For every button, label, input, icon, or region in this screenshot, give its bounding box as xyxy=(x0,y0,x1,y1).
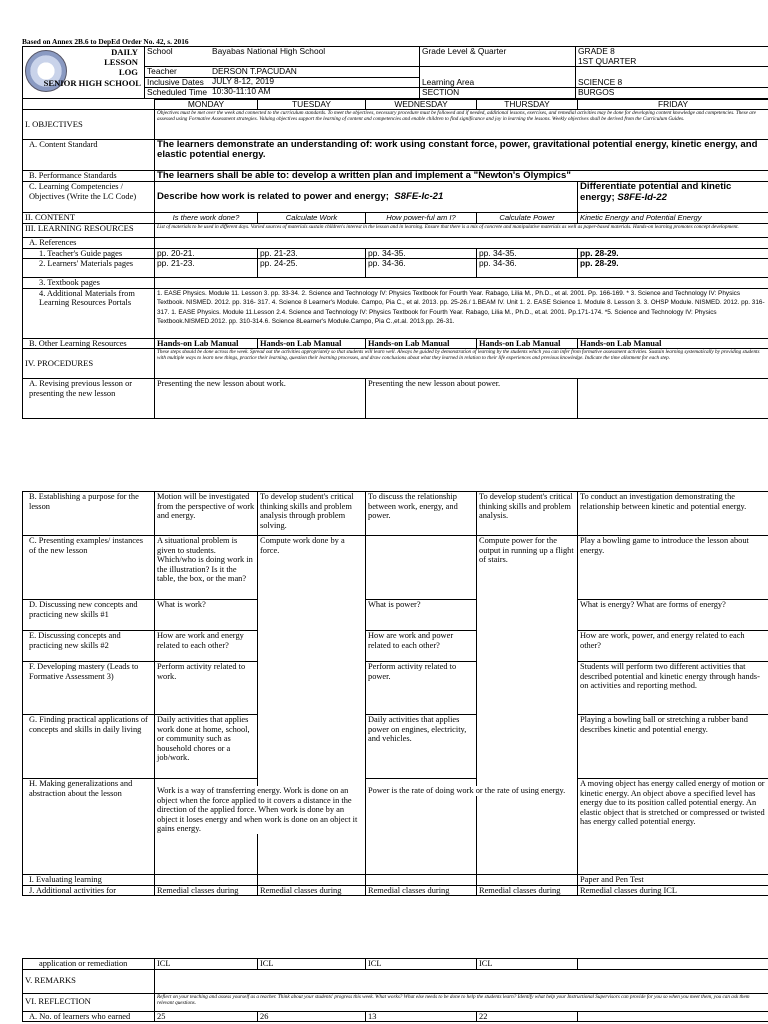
procedure-e-wednesday: How are work and power related to each other? xyxy=(366,631,477,662)
teacher-label: Teacher xyxy=(145,67,420,78)
content-thursday: Calculate Power xyxy=(477,213,578,224)
other-friday: Hands-on Lab Manual xyxy=(578,338,768,349)
procedure-h-montue: Work is a way of transferring energy. Work is done on an object when the force applied to it covers a distance in the direction of the applied force. When work is done by an object it loses energy and when work is done on an object it gains energy. xyxy=(157,786,363,834)
school-value: Bayabas National High School xyxy=(212,46,326,56)
lm-friday: pp. 28-29. xyxy=(578,259,768,278)
procedure-g-friday: Playing a bowling ball or stretching a rubber band describes kinetic and potential energy. xyxy=(578,715,768,779)
title-line: LOG xyxy=(118,67,138,77)
procedure-e-monday: How are work and energy related to each other? xyxy=(155,631,258,662)
header-title-cell xyxy=(23,47,145,99)
procedure-d-label: D. Discussing new concepts and practicing new skills #1 xyxy=(23,600,155,631)
day-header-tuesday: TUESDAY xyxy=(258,99,366,109)
reflection-note: Reflect on your teaching and assess yourself as a teacher. Think about your students' progress this week. What works? What else needs to be done to help the students learn? Identify what help your Instructional Supervisors can provide for you so when you meet them, you can ask them relevant questions. xyxy=(155,993,768,1011)
procedure-a-label: A. Revising previous lesson or presenting the new lesson xyxy=(23,379,155,419)
reflection-a-label: A. No. of learners who earned xyxy=(23,1011,155,1022)
quarter-text: 1ST QUARTER xyxy=(578,56,637,66)
procedure-h-label: H. Making generalizations and abstraction about the lesson xyxy=(23,779,155,875)
dates-label: Inclusive Dates xyxy=(145,77,420,88)
reflection-a-monday: 25 xyxy=(155,1011,258,1022)
day-header-monday: MONDAY xyxy=(155,99,258,109)
header-table xyxy=(22,46,768,99)
procedure-c-thursday: Compute power for the output in running up a flight of stairs. xyxy=(477,536,578,875)
lm-wednesday: pp. 34-36. xyxy=(366,259,477,278)
resources-label: III. LEARNING RESOURCES xyxy=(23,223,155,237)
performance-standards-label: B. Performance Standards xyxy=(23,170,155,181)
dll-page-3 xyxy=(22,958,768,1022)
procedures-table xyxy=(22,491,768,896)
other-resources-label: B. Other Learning Resources xyxy=(23,338,155,349)
procedure-f-friday: Students will perform two different activities that described potential and kinetic energy through hands-on activities and reporting method. xyxy=(578,662,768,715)
procedure-g-wednesday: Daily activities that applies power on engines, electricity, and vehicles. xyxy=(366,715,477,779)
procedure-f-wednesday: Perform activity related to power. xyxy=(366,662,477,715)
procedure-b-tuesday: To develop student's critical thinking skills and problem analysis through problem solving. xyxy=(258,492,366,536)
procedure-j-friday: Remedial classes during ICL xyxy=(578,885,768,896)
other-monday: Hands-on Lab Manual xyxy=(155,338,258,349)
procedure-e-label: E. Discussing concepts and practicing new skills #2 xyxy=(23,631,155,662)
lm-tuesday: pp. 24-25. xyxy=(258,259,366,278)
competency-code: S8FE-Ic-21 xyxy=(394,191,444,203)
learning-area-value: SCIENCE 8 xyxy=(576,67,768,88)
tg-wednesday: pp. 34-35. xyxy=(366,248,477,259)
procedure-b-thursday: To develop student's critical thinking skills and problem analysis. xyxy=(477,492,578,536)
references-label: A. References xyxy=(23,237,155,248)
reflection-a-wednesday: 13 xyxy=(366,1011,477,1022)
procedure-f-monday: Perform activity related to work. xyxy=(155,662,258,715)
objectives-label: I. OBJECTIVES xyxy=(23,109,155,139)
day-header-thursday: THURSDAY xyxy=(477,99,578,109)
competencies-label: C. Learning Competencies / Objectives (Write the LC Code) xyxy=(23,182,155,213)
day-header-friday: FRIDAY xyxy=(578,99,768,109)
remarks-label: V. REMARKS xyxy=(23,969,155,993)
objectives-note: Objectives must be met over the week and connected to the curriculum standards. To meet the objectives, necessary procedure must be followed and if needed, additional lessons, exercises, and remedial activities may be done for developing content knowledge and competencies. These are assessed using Formative Assessment strategies. Valuing objectives support the learning of content and competencies and enable children to find significance and joy in learning the lessons. Weekly objectives shall be derived from the Curriculum Guides. xyxy=(155,109,768,139)
procedure-c-monday: A situational problem is given to students. Which/who is doing work in the illustration? Is it the table, the box, or the man? xyxy=(155,536,258,600)
title-line: DAILY xyxy=(111,47,138,57)
competency-text: Describe how work is related to power and energy; xyxy=(157,191,389,203)
procedure-b-monday: Motion will be investigated from the perspective of work and energy. xyxy=(155,492,258,536)
competency-text: Differentiate potential and kinetic energy; xyxy=(580,181,732,203)
procedure-i-friday: Paper and Pen Test xyxy=(578,875,768,886)
dates-value: JULY 8-12, 2019 xyxy=(212,76,275,86)
procedure-j-tuesday: Remedial classes during xyxy=(258,885,366,896)
grade-value: GRADE 8 xyxy=(576,47,768,57)
other-wednesday: Hands-on Lab Manual xyxy=(366,338,477,349)
reflection-a-thursday: 22 xyxy=(477,1011,578,1022)
reflection-a-tuesday: 26 xyxy=(258,1011,366,1022)
dll-page-2 xyxy=(22,491,768,896)
tg-thursday: pp. 34-35. xyxy=(477,248,578,259)
section-label: SECTION xyxy=(420,88,576,99)
reflection-label: VI. REFLECTION xyxy=(23,993,155,1011)
procedure-i-label: I. Evaluating learning xyxy=(23,875,155,886)
additional-materials-text: 1. EASE Physics. Module 11. Lesson 3. pp. 33-34. 2. Science and Technology IV: Physics Textbook for Fourth Year. Rabago, Lilia M., Ph.D., et al. 2001. Pp. 166-169. * 3. Science and Technology IV: Physics Textbook. NISMED. 2012. pp. 316- 317. 4. Science 8 Learner's Module. Campo, Pia C., et al. 2013. pp. 25-26./ 1.BEAM IV. Unit 1. 2. EASE Science 1. Module 8. Lesson 3. 3. OHSP Module. NISMED. 2012. pp. 316-317. 1. EASE Physics. Module 11.Lesson 2.4. Science and Technology IV: Physics Textbook for Fourth Year. Rabago, Lilia M., Ph.D., et.al. 2001. Pp.171-174. *5. Science and Technology IV: Physics Textbook.NISMED.2012. pp. 310-314.6. Science 8Learner's Module.Campo, Pia C.,et.al. 2013.pp. 26-31. xyxy=(155,288,768,338)
objectives-table xyxy=(22,99,768,419)
annex-reference: Based on Annex 2B.6 to DepEd Order No. 42, s. 2016 xyxy=(22,37,189,46)
section-value: BURGOS xyxy=(576,88,768,99)
procedure-j2-monday: ICL xyxy=(155,959,258,970)
procedure-d-friday: What is energy? What are forms of energy? xyxy=(578,600,768,631)
time-value: 10:30-11:10 AM xyxy=(212,86,271,96)
procedure-j2-label: application or remediation xyxy=(23,959,155,970)
procedure-j-monday: Remedial classes during xyxy=(155,885,258,896)
procedure-b-wednesday: To discuss the relationship between work, energy, and power. xyxy=(366,492,477,536)
procedure-h-wedthu: Power is the rate of doing work or the rate of using energy. xyxy=(368,786,573,796)
additional-materials-label: 4. Additional Materials from Learning Resources Portals xyxy=(23,288,155,338)
content-friday: Kinetic Energy and Potential Energy xyxy=(578,213,768,224)
dll-page-1 xyxy=(22,46,768,419)
teacher-value: DERSON T.PACUDAN xyxy=(212,66,297,76)
tg-tuesday: pp. 21-23. xyxy=(258,248,366,259)
competency-fri xyxy=(578,182,768,213)
day-header-wednesday: WEDNESDAY xyxy=(366,99,477,109)
remarks-table xyxy=(22,958,768,1022)
other-thursday: Hands-on Lab Manual xyxy=(477,338,578,349)
procedure-j2-tuesday: ICL xyxy=(258,959,366,970)
procedure-g-monday: Daily activities that applies work done at home, school, or community such as household chores or a job/work. xyxy=(155,715,258,779)
time-label: Scheduled Time xyxy=(145,88,420,99)
procedure-j-wednesday: Remedial classes during xyxy=(366,885,477,896)
tg-monday: pp. 20-21. xyxy=(155,248,258,259)
procedure-d-wednesday: What is power? xyxy=(366,600,477,631)
procedure-j2-wednesday: ICL xyxy=(366,959,477,970)
tg-label: 1. Teacher's Guide pages xyxy=(23,248,155,259)
procedure-j-label: J. Additional activities for xyxy=(23,885,155,896)
grade-label: Grade Level & Quarter xyxy=(420,47,576,67)
lm-monday: pp. 21-23. xyxy=(155,259,258,278)
lm-label: 2. Learners' Materials pages xyxy=(23,259,155,278)
procedure-e-friday: How are work, power, and energy related to each other? xyxy=(578,631,768,662)
competency-mon-thu xyxy=(155,182,578,213)
procedure-c-label: C. Presenting examples/ instances of the new lesson xyxy=(23,536,155,600)
procedures-note: These steps should be done across the week. Spread out the activities appropriately so that students will learn well. Always be guided by demonstration of learning by the students which you can infer from formative assessment activities. Sustain learning systematically by providing students with multiple ways to learn new things, practice their learning, question their learning processes, and draw conclusions about what they learned in relation to their life experiences and previous knowledge. Indicate the time allotment for each step. xyxy=(155,349,768,379)
procedure-d-monday: What is work? xyxy=(155,600,258,631)
procedure-b-label: B. Establishing a purpose for the lesson xyxy=(23,492,155,536)
tg-friday: pp. 28-29. xyxy=(578,248,768,259)
performance-standards-text: The learners shall be able to: develop a written plan and implement a "Newton's Olympics" xyxy=(155,170,768,181)
procedure-j-thursday: Remedial classes during xyxy=(477,885,578,896)
procedure-b-friday: To conduct an investigation demonstrating the relationship between kinetic and potential energy. xyxy=(578,492,768,536)
title-line: LESSON xyxy=(104,57,138,67)
content-standard-label: A. Content Standard xyxy=(23,139,155,170)
procedure-h-friday: A moving object has energy called energy of motion or kinetic energy. An object above a specified level has energy due to its position called potential energy. An elastic object that is stretched or compressed or twisted has energy called potential energy. xyxy=(578,779,768,875)
quarter-value xyxy=(576,57,768,67)
procedure-c-tuesday: Compute work done by a force. xyxy=(258,536,366,875)
procedures-label: IV. PROCEDURES xyxy=(23,349,155,379)
content-standard-text: The learners demonstrate an understanding of: work using constant force, power, gravitational potential energy, kinetic energy, and elastic potential energy. xyxy=(155,139,768,170)
competency-code: S8FE-Id-22 xyxy=(617,191,667,203)
school-label: School xyxy=(145,47,420,57)
content-monday: Is there work done? xyxy=(155,213,258,224)
procedure-a-wedthu: Presenting the new lesson about power. xyxy=(366,379,578,419)
procedure-c-friday: Play a bowling game to introduce the lesson about energy. xyxy=(578,536,768,600)
content-label: II. CONTENT xyxy=(23,213,155,224)
procedure-g-label: G. Finding practical applications of concepts and skills in daily living xyxy=(23,715,155,779)
lm-thursday: pp. 34-36. xyxy=(477,259,578,278)
title-line: SENIOR HIGH SCHOOL xyxy=(43,78,141,88)
resources-note: List of materials to be used in different days. Varied sources of materials sustain children's interest in the lesson and in learning. Ensure that there is a mix of concrete and manipulative materials as well as paper-based materials. Hands-on learning promotes concept development. xyxy=(155,223,768,237)
other-tuesday: Hands-on Lab Manual xyxy=(258,338,366,349)
content-tuesday: Calculate Work xyxy=(258,213,366,224)
procedure-f-label: F. Developing mastery (Leads to Formative Assessment 3) xyxy=(23,662,155,715)
textbook-label: 3. Textbook pages xyxy=(23,278,155,289)
content-wednesday: How power-ful am I? xyxy=(366,213,477,224)
procedure-j2-thursday: ICL xyxy=(477,959,578,970)
learning-area-label: Learning Area xyxy=(420,67,576,88)
procedure-a-montue: Presenting the new lesson about work. xyxy=(155,379,366,419)
